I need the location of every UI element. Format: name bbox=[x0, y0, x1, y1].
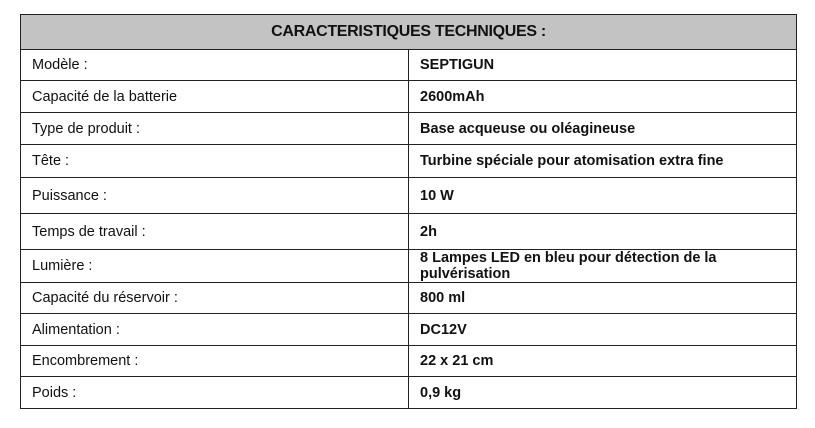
spec-label: Modèle : bbox=[21, 50, 409, 81]
spec-value: 2600mAh bbox=[409, 81, 797, 113]
spec-value: 800 ml bbox=[409, 283, 797, 314]
spec-value: DC12V bbox=[409, 314, 797, 346]
table-row bbox=[21, 314, 797, 346]
spec-value: 0,9 kg bbox=[409, 377, 797, 409]
spec-label: Capacité de la batterie bbox=[21, 81, 409, 113]
table-row bbox=[21, 250, 797, 283]
spec-label: Alimentation : bbox=[21, 314, 409, 346]
table-row bbox=[21, 283, 797, 314]
spec-value: 2h bbox=[409, 214, 797, 250]
spec-value: 8 Lampes LED en bleu pour détection de la pulvérisation bbox=[409, 250, 797, 283]
table-row bbox=[21, 377, 797, 409]
spec-table bbox=[20, 14, 797, 409]
spec-label: Type de produit : bbox=[21, 113, 409, 145]
table-title: CARACTERISTIQUES TECHNIQUES : bbox=[21, 15, 797, 50]
table-row bbox=[21, 145, 797, 178]
table-row bbox=[21, 178, 797, 214]
spec-label: Capacité du réservoir : bbox=[21, 283, 409, 314]
table-row bbox=[21, 113, 797, 145]
spec-value: Turbine spéciale pour atomisation extra fine bbox=[409, 145, 797, 178]
spec-value: 22 x 21 cm bbox=[409, 346, 797, 377]
table-row bbox=[21, 50, 797, 81]
table-row bbox=[21, 214, 797, 250]
spec-label: Puissance : bbox=[21, 178, 409, 214]
spec-label: Poids : bbox=[21, 377, 409, 409]
spec-label: Lumière : bbox=[21, 250, 409, 283]
table-row bbox=[21, 346, 797, 377]
spec-label: Tête : bbox=[21, 145, 409, 178]
spec-value: SEPTIGUN bbox=[409, 50, 797, 81]
table-row bbox=[21, 81, 797, 113]
spec-label: Encombrement : bbox=[21, 346, 409, 377]
spec-label: Temps de travail : bbox=[21, 214, 409, 250]
spec-value: Base acqueuse ou oléagineuse bbox=[409, 113, 797, 145]
spec-value: 10 W bbox=[409, 178, 797, 214]
